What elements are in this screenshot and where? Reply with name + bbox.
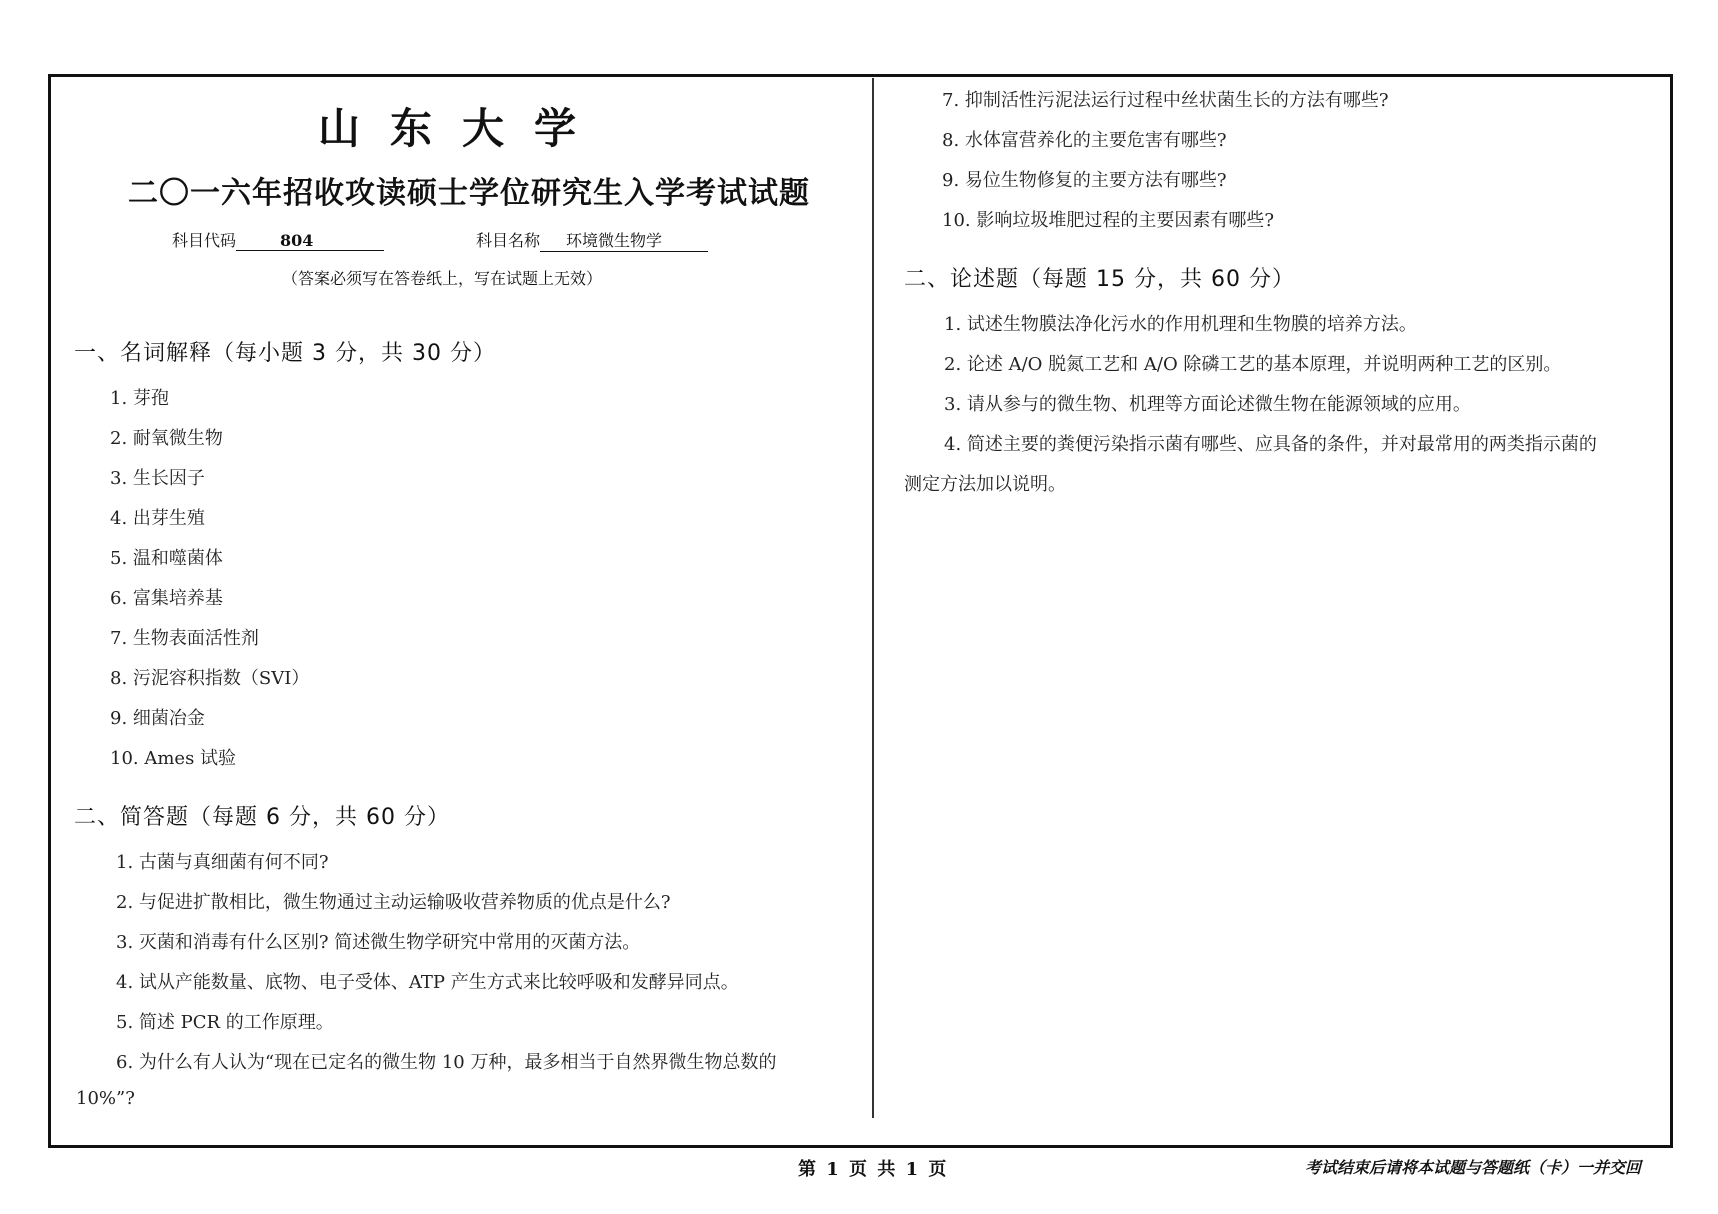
list-item: 10. 影响垃圾堆肥过程的主要因素有哪些? <box>942 210 1274 231</box>
subject-code-label: 科目代码 <box>172 231 237 250</box>
list-item: 4. 简述主要的粪便污染指示菌有哪些、应具备的条件，并对最常用的两类指示菌的 <box>944 434 1597 455</box>
list-item: 4. 出芽生殖 <box>110 508 205 529</box>
list-item: 3. 灭菌和消毒有什么区别? 简述微生物学研究中常用的灭菌方法。 <box>116 932 641 953</box>
list-item: 2. 与促进扩散相比，微生物通过主动运输吸收营养物质的优点是什么? <box>116 892 671 913</box>
list-item: 8. 污泥容积指数（SVI） <box>110 668 310 689</box>
answer-notice: （答案必须写在答卷纸上，写在试题上无效） <box>282 269 603 288</box>
section-title-essay: 二、论述题（每题 15 分，共 60 分） <box>904 267 1295 292</box>
list-item: 1. 古菌与真细菌有何不同? <box>116 852 329 873</box>
list-item: 10. Ames 试验 <box>110 748 237 769</box>
list-item: 6. 为什么有人认为“现在已定名的微生物 10 万种，最多相当于自然界微生物总数的 <box>116 1052 777 1073</box>
section-title-terms: 一、名词解释（每小题 3 分，共 30 分） <box>74 341 496 366</box>
list-item: 7. 生物表面活性剂 <box>110 628 259 649</box>
subject-name-value: 环境微生物学 <box>540 228 708 252</box>
page-number: 第 1 页 共 1 页 <box>798 1159 949 1180</box>
list-item: 3. 生长因子 <box>110 468 205 489</box>
list-item: 5. 温和噬菌体 <box>110 548 223 569</box>
list-item: 2. 耐氧微生物 <box>110 428 223 449</box>
subject-name-field <box>476 228 708 252</box>
list-item: 3. 请从参与的微生物、机理等方面论述微生物在能源领域的应用。 <box>944 394 1471 415</box>
university-name: 山东大学 <box>318 104 607 153</box>
section-title-short-answer: 二、简答题（每题 6 分，共 60 分） <box>74 805 450 830</box>
list-item: 5. 简述 PCR 的工作原理。 <box>116 1012 334 1033</box>
list-item: 4. 试从产能数量、底物、电子受体、ATP 产生方式来比较呼吸和发酵异同点。 <box>116 972 739 993</box>
subject-code-value: 804 <box>236 231 384 251</box>
column-divider <box>872 78 874 1118</box>
list-item: 9. 细菌冶金 <box>110 708 205 729</box>
list-item: 1. 试述生物膜法净化污水的作用机理和生物膜的培养方法。 <box>944 314 1417 335</box>
list-item: 9. 易位生物修复的主要方法有哪些? <box>942 170 1227 191</box>
list-item: 8. 水体富营养化的主要危害有哪些? <box>942 130 1227 151</box>
list-item-continuation: 测定方法加以说明。 <box>904 474 1066 495</box>
list-item: 7. 抑制活性污泥法运行过程中丝状菌生长的方法有哪些? <box>942 90 1389 111</box>
subject-code-field <box>172 228 384 251</box>
subject-name-label: 科目名称 <box>476 231 541 250</box>
list-item: 6. 富集培养基 <box>110 588 223 609</box>
list-item: 1. 芽孢 <box>110 388 169 409</box>
list-item: 2. 论述 A/O 脱氮工艺和 A/O 除磷工艺的基本原理，并说明两种工艺的区别。 <box>944 354 1562 375</box>
list-item-continuation: 10%”? <box>76 1088 135 1109</box>
exam-title: 二〇一六年招收攻读硕士学位研究生入学考试试题 <box>128 176 810 211</box>
footer-note: 考试结束后请将本试题与答题纸（卡）一并交回 <box>1305 1158 1642 1177</box>
